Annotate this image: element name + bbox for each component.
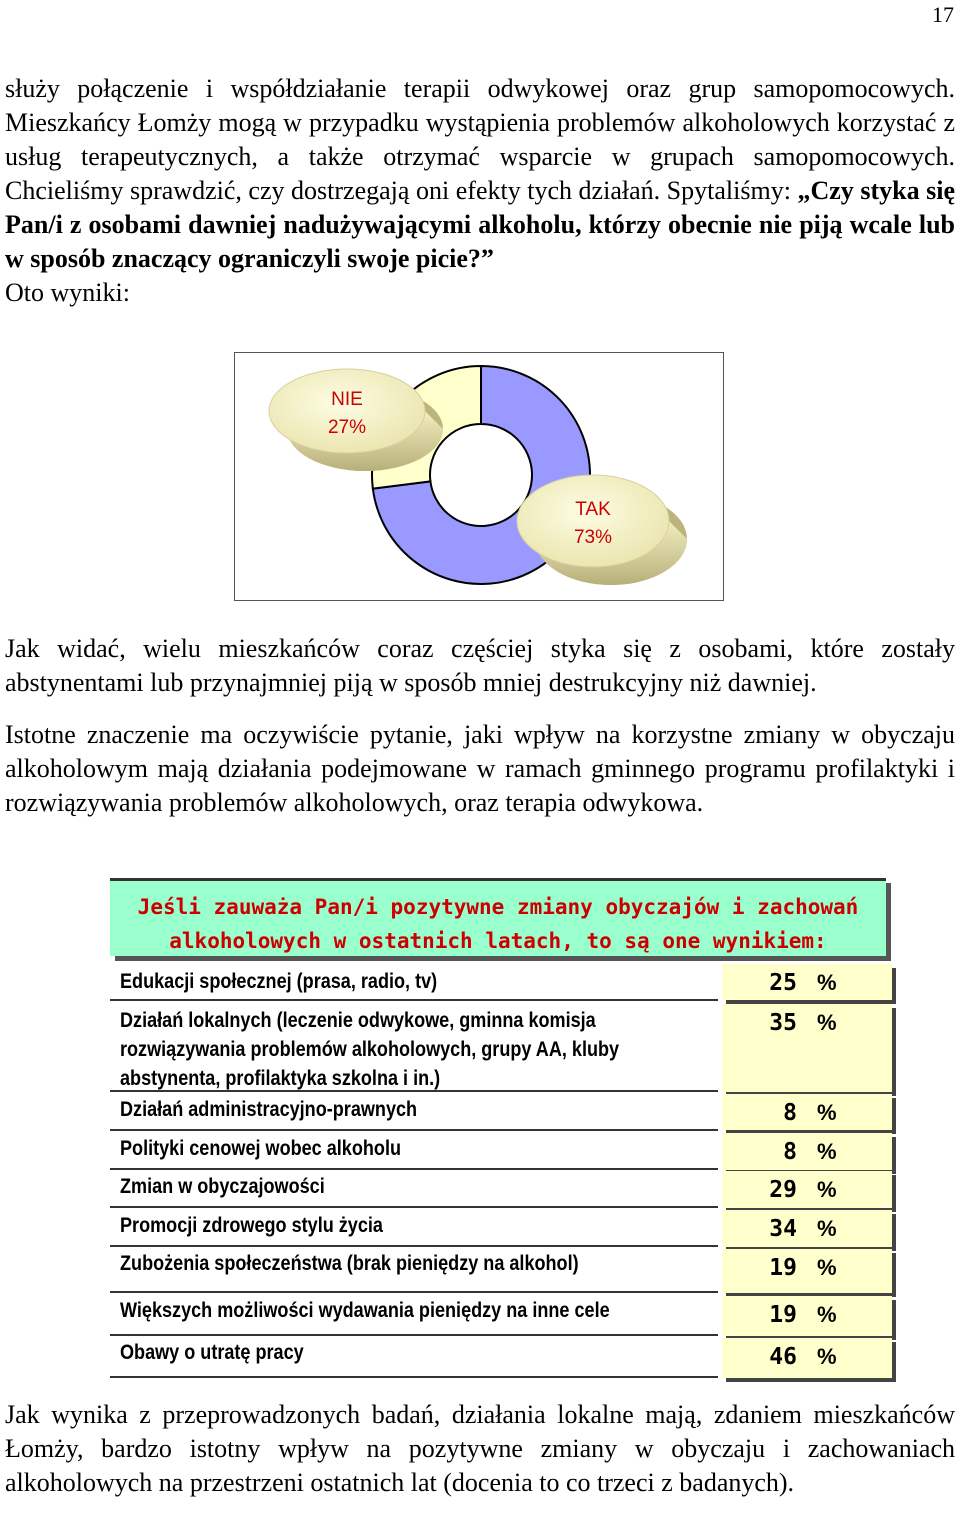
row-label-line: rozwiązywania problemów alkoholowych, grupy AA, kluby: [120, 1038, 620, 1061]
table-row: [110, 1133, 892, 1170]
row-value: 8: [783, 1139, 797, 1165]
row-divider: [110, 1168, 718, 1170]
callout-nie: [269, 369, 443, 471]
paragraph-2: Jak widać, wielu mieszkańców coraz częściej styka się z osobami, które zostały abstynentami lub przynajmniej piją w sposób mniej destrukcyjny niż dawniej.: [5, 634, 955, 697]
row-percent-sign: %: [817, 1010, 837, 1035]
results-label: Oto wyniki:: [5, 278, 130, 307]
table-row: [110, 1296, 892, 1336]
row-divider: [110, 1245, 718, 1247]
row-percent-sign: %: [817, 970, 837, 995]
row-divider: [110, 1291, 718, 1293]
row-label-line: abstynenta, profilaktyka szkolna i in.): [120, 1067, 441, 1090]
row-value: 8: [783, 1100, 797, 1126]
row-percent-sign: %: [817, 1100, 837, 1125]
row-label-line: Edukacji społecznej (prasa, radio, tv): [120, 970, 438, 993]
row-value-cell: [722, 1249, 892, 1293]
row-value: 34: [769, 1216, 797, 1242]
row-label: [120, 1095, 627, 1124]
row-value-cell: [722, 1133, 892, 1170]
survey-question: „Czy styka się Pan/i z osobami dawniej nadużywającymi alkoholu, którzy obecnie nie piją wcale lub w sposób znaczący ograniczyli swoje picie?”: [5, 176, 955, 273]
row-value-cell: [722, 1210, 892, 1247]
table-row: [110, 1249, 892, 1293]
table-row: [110, 1210, 892, 1247]
row-value: 19: [769, 1302, 797, 1328]
row-label: [120, 1211, 627, 1240]
row-label: [120, 1006, 627, 1093]
row-percent-sign: %: [817, 1255, 837, 1280]
callout-face: [517, 475, 669, 567]
intro-paragraph: [5, 72, 955, 310]
row-value-cell: [722, 1094, 892, 1130]
row-label-line: Zmian w obyczajowości: [120, 1175, 325, 1198]
row-label-line: Polityki cenowej wobec alkoholu: [120, 1137, 402, 1160]
row-label: [120, 967, 627, 996]
callout-category-label: TAK: [575, 499, 611, 520]
callout-category-label: NIE: [331, 389, 363, 410]
row-label-line: Działań lokalnych (leczenie odwykowe, gminna komisja: [120, 1009, 596, 1032]
row-value: 46: [769, 1344, 797, 1370]
paragraph-3: Istotne znaczenie ma oczywiście pytanie, jaki wpływ na korzystne zmiany w obyczaju alkoholowym mają działania podejmowane w ramach gminnego programu profilaktyki i rozwiązywania problemów alkoholowych, oraz terapia odwykowa.: [5, 720, 955, 817]
row-percent-sign: %: [817, 1302, 837, 1327]
donut-chart-svg: [235, 353, 723, 600]
row-value-cell: [722, 964, 892, 1000]
row-value: 35: [769, 1010, 797, 1036]
row-divider: [110, 999, 718, 1001]
callout-value-label: 73%: [573, 527, 613, 548]
paragraph-4: Jak wynika z przeprowadzonych badań, działania lokalne mają, zdaniem mieszkańców Łomży, bardzo istotny wpływ na pozytywne zmiany w obyczaju i zachowaniach alkoholowych na przestrzeni ostatnich lat (docenia to co trzeci z badanych).: [5, 1400, 955, 1497]
row-value-cell: [722, 1171, 892, 1208]
row-label: [120, 1338, 627, 1367]
row-percent-sign: %: [817, 1139, 837, 1164]
row-label-line: Obawy o utratę pracy: [120, 1341, 304, 1364]
row-percent-sign: %: [817, 1177, 837, 1202]
row-value-cell: [722, 1296, 892, 1336]
callout-face: [269, 369, 425, 453]
row-value-cell: [722, 1004, 892, 1092]
row-label: [120, 1134, 627, 1163]
page-number: 17: [932, 2, 954, 27]
table-row: [110, 1094, 892, 1131]
row-percent-sign: %: [817, 1216, 837, 1241]
callout-value-label: 27%: [327, 417, 367, 438]
row-percent-sign: %: [817, 1344, 837, 1369]
row-label-line: Zubożenia społeczeństwa (brak pieniędzy na alkohol): [120, 1252, 579, 1275]
row-label-line: Większych możliwości wydawania pieniędzy na inne cele: [120, 1299, 610, 1322]
table-header-line-1: Jeśli zauważa Pan/i pozytywne zmiany obyczajów i zachowań: [137, 895, 859, 919]
table-row: [110, 1338, 892, 1378]
table-row: [110, 1004, 892, 1092]
row-divider: [110, 1129, 718, 1131]
row-value: 19: [769, 1255, 797, 1281]
table-header-line-2: alkoholowych w ostatnich latach, to są one wynikiem:: [169, 929, 827, 953]
row-divider: [110, 1206, 718, 1208]
row-value: 25: [769, 970, 797, 996]
donut-chart: [234, 352, 724, 601]
table-row: [110, 964, 892, 1001]
table-row: [110, 1171, 892, 1208]
row-divider: [110, 1376, 718, 1378]
row-label-line: Działań administracyjno-prawnych: [120, 1098, 418, 1121]
intro-text: służy połączenie i współdziałanie terapii odwykowej oraz grup samopomocowych. Mieszkańcy Łomży mogą w przypadku wystąpienia problemów alkoholowych korzystać z usług terapeutycznych, a także otrzymać wsparcie w grupach samopomocowych. Chcieliśmy sprawdzić, czy dostrzegają oni efekty tych działań. Spytaliśmy:: [5, 74, 955, 205]
row-label-line: Promocji zdrowego stylu życia: [120, 1214, 383, 1237]
row-label: [120, 1296, 627, 1325]
row-value: 29: [769, 1177, 797, 1203]
row-label: [120, 1172, 627, 1201]
table-header: [110, 878, 886, 956]
row-divider: [110, 1334, 718, 1336]
row-label: [120, 1249, 627, 1278]
row-value-cell: [722, 1338, 892, 1378]
callout-tak: [517, 475, 687, 585]
